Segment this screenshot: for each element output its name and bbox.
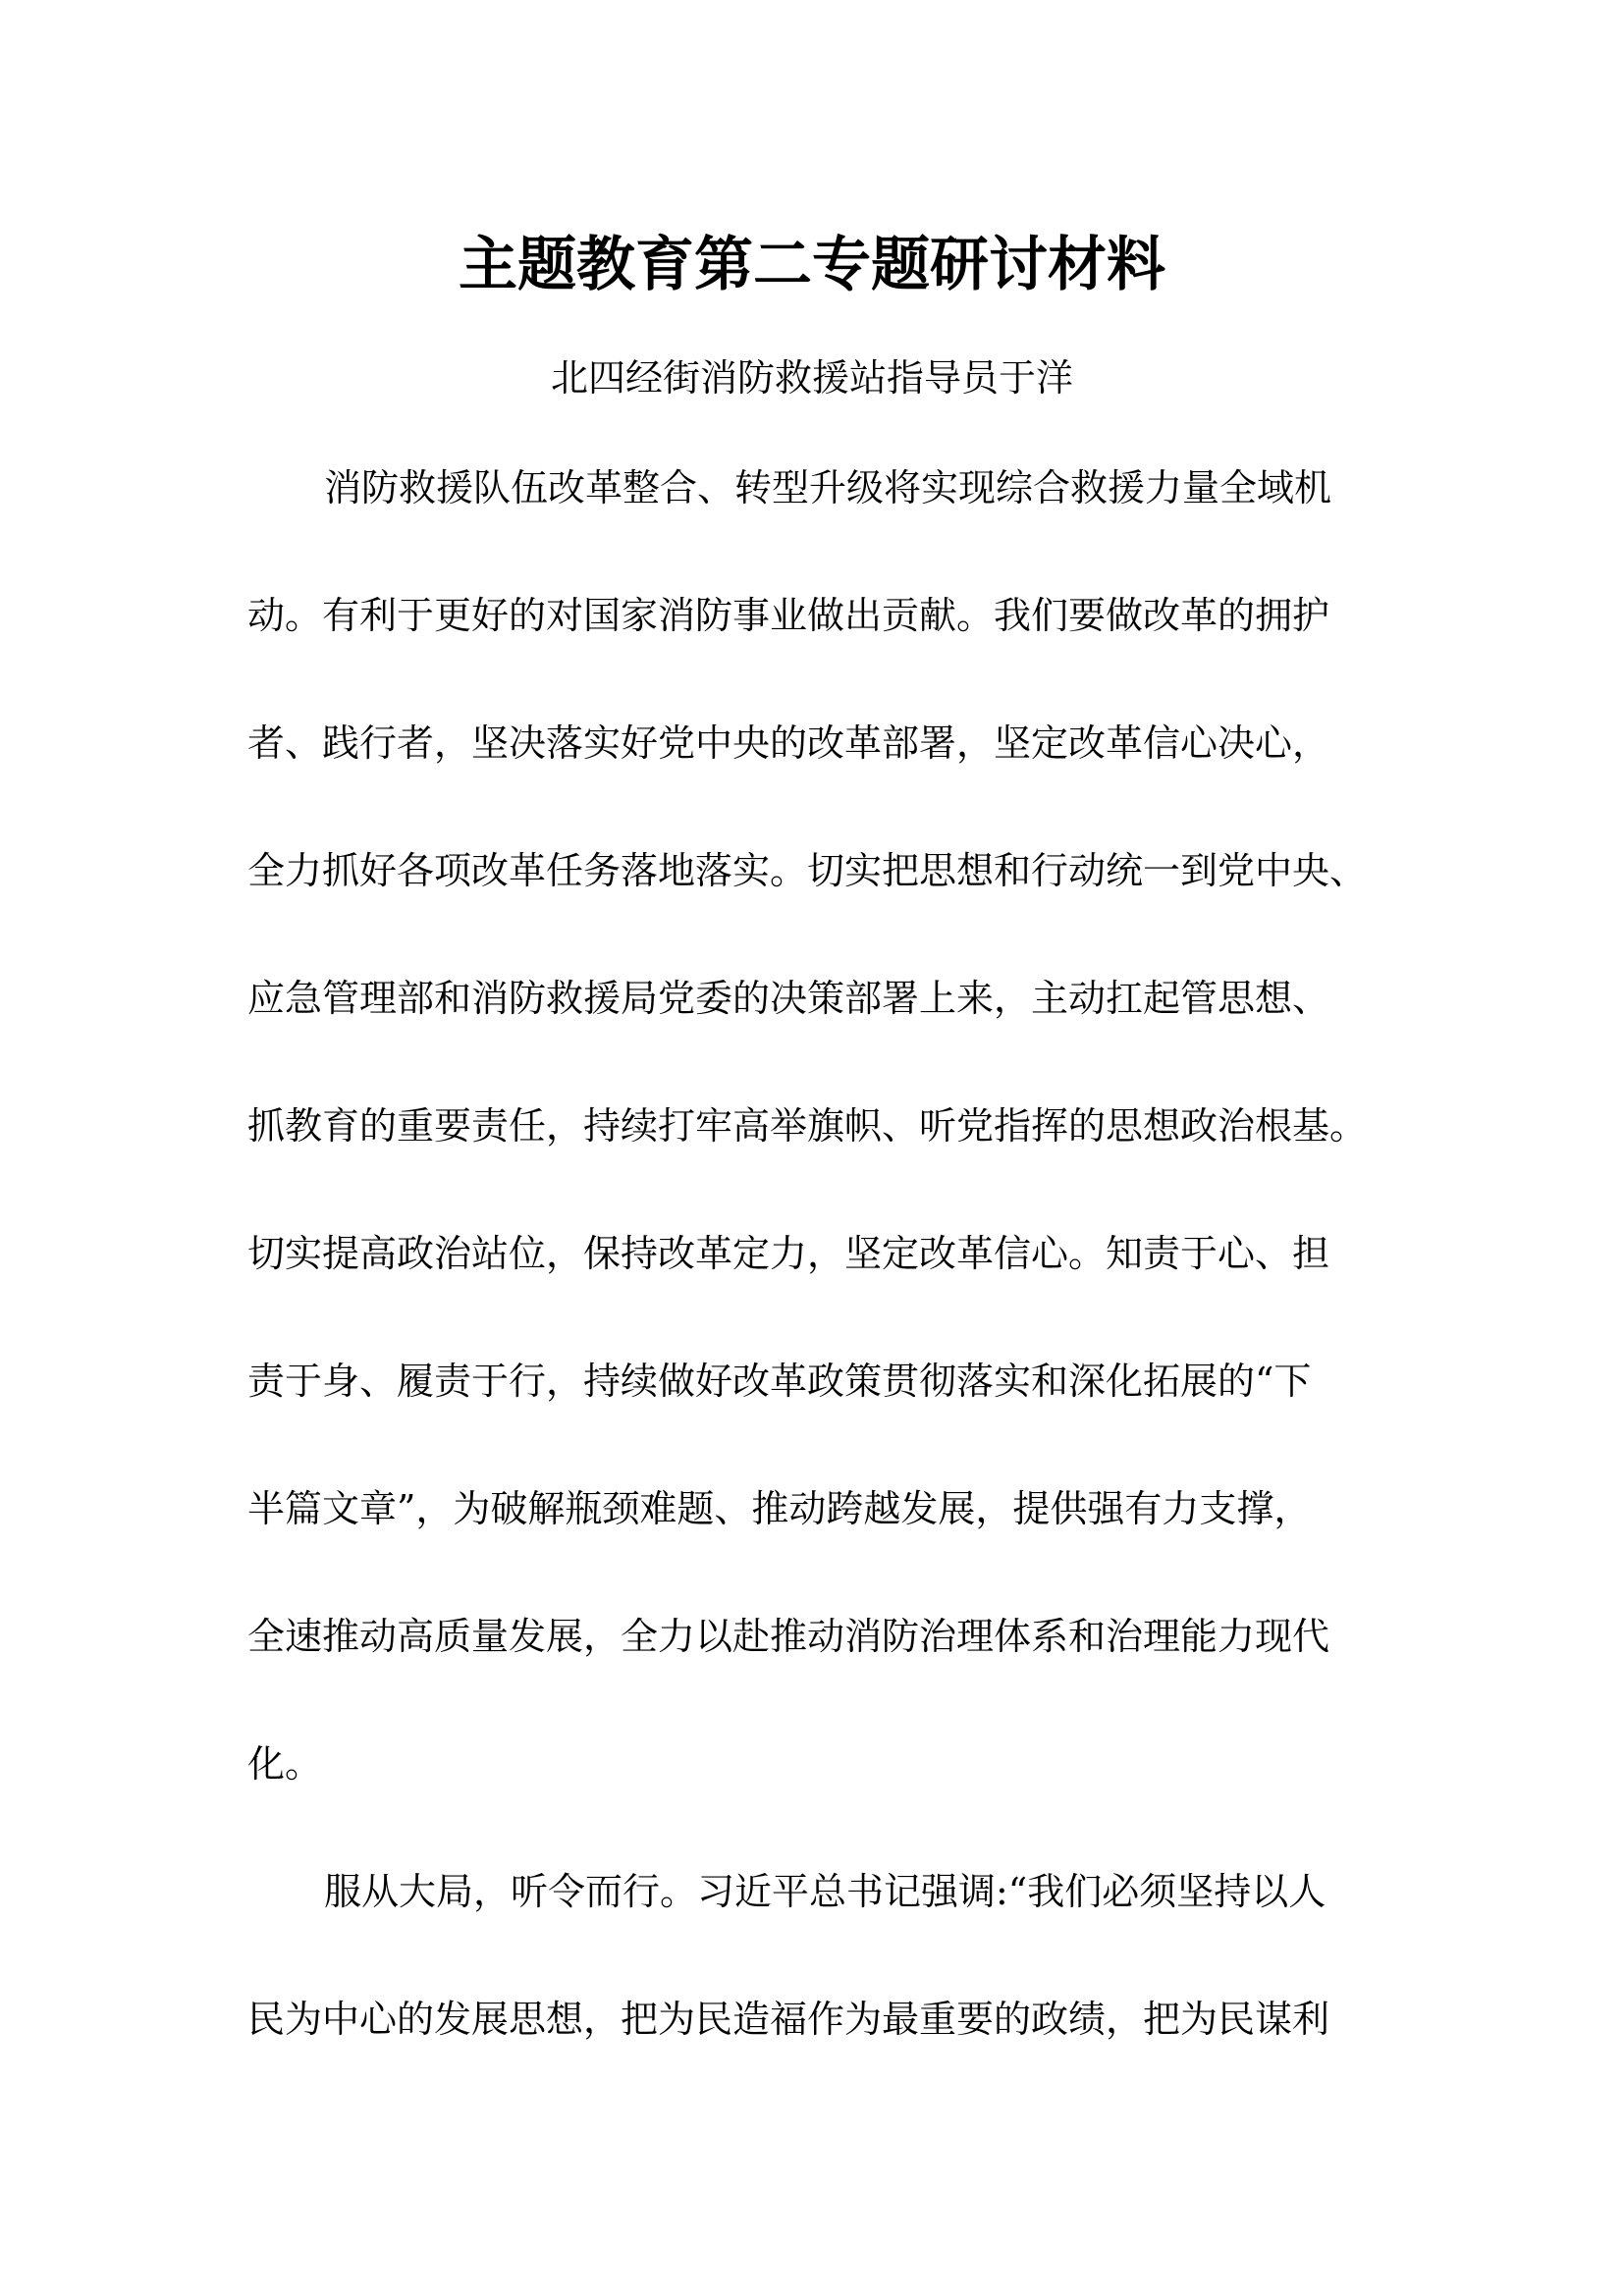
paragraph-line: 半篇文章”，为破解瓶颈难题、推动跨越发展，提供强有力支撑， — [247, 1487, 1312, 1530]
document-title: 主题教育第二专题研讨材料 — [459, 231, 1165, 299]
document-author: 北四经街消防救援站指导员于洋 — [550, 356, 1073, 400]
paragraph-line: 化。 — [247, 1742, 323, 1786]
paragraph-line: 全力抓好各项改革任务落地落实。切实把思想和行动统一到党中央、 — [247, 849, 1368, 892]
paragraph-line: 责于身、履责于行，持续做好改革政策贯彻落实和深化拓展的“下 — [247, 1360, 1312, 1403]
paragraph-line: 者、践行者，坚决落实好党中央的改革部署，坚定改革信心决心， — [247, 721, 1330, 765]
paragraph-line: 切实提高政治站位，保持改革定力，坚定改革信心。知责于心、担 — [247, 1232, 1330, 1275]
paragraph-line: 应急管理部和消防救援局党委的决策部署上来，主动扛起管思想、 — [247, 977, 1330, 1020]
paragraph-line: 服从大局，听令而行。习近平总书记强调:“我们必须坚持以人 — [324, 1870, 1326, 1913]
paragraph-line: 民为中心的发展思想，把为民造福作为最重要的政绩，把为民谋利 — [247, 1998, 1330, 2041]
paragraph-line: 全速推动高质量发展，全力以赴推动消防治理体系和治理能力现代 — [247, 1615, 1330, 1658]
paragraph-line: 消防救援队伍改革整合、转型升级将实现综合救援力量全域机 — [324, 466, 1332, 509]
paragraph-line: 动。有利于更好的对国家消防事业做出贡献。我们要做改革的拥护 — [247, 594, 1330, 637]
paragraph-line: 抓教育的重要责任，持续打牢高举旗帜、听党指挥的思想政治根基。 — [247, 1104, 1368, 1148]
